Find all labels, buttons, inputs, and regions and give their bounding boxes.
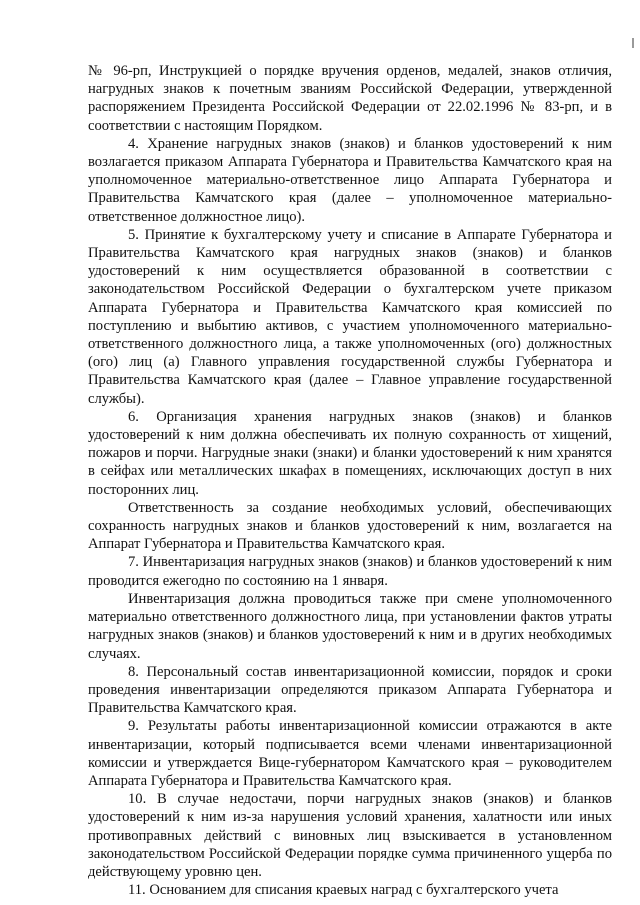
paragraph-inventory-additional: Инвентаризация должна проводиться также при смене уполномоченного материально ответственного должностного лица, при установлении фактов утраты нагрудных знаков (знаков) и бланков удостоверений к ним и в других необходимых случаях.: [88, 590, 612, 662]
paragraph-5-accounting: 5. Принятие к бухгалтерскому учету и списание в Аппарате Губернатора и Правительства Камчатского края нагрудных знаков (знаков) и бланков удостоверений к ним осуществляется образованной в соответствии с законодательством Российской Федерации о бухгалтерском учете приказом Аппарата Губернатора и Правительства Камчатского края комиссией по поступлению и выбытию активов, с участием уполномоченного материально-ответственного должностного лица, а также уполномоченных (ого) должностных (ого) лиц (а) Главного управления государственной службы Губернатора и Правительства Камчатского края (далее – Главное управление государственной службы).: [88, 226, 612, 407]
paragraph-10-shortage: 10. В случае недостачи, порчи нагрудных знаков (знаков) и бланков удостоверений к ним из-за нарушения условий хранения, халатности или иных противоправных действий с виновных лиц взыскивается в установленном законодательством Российской Федерации порядке сумма причиненного ущерба по действующему уровню цен.: [88, 791, 612, 880]
paragraph-responsibility: Ответственность за создание необходимых условий, обеспечивающих сохранность нагрудных знаков и бланков удостоверений к ним, возлагается на Аппарат Губернатора и Правительства Камчатского края.: [88, 499, 612, 553]
document-body: [88, 62, 612, 899]
paragraph-7-inventory: 7. Инвентаризация нагрудных знаков (знаков) и бланков удостоверений к ним проводится ежегодно по состоянию на 1 января.: [88, 554, 612, 589]
paragraph-9-results: 9. Результаты работы инвентаризационной комиссии отражаются в акте инвентаризации, который подписывается всеми членами инвентаризационной комиссии и утверждается Вице-губернатором Камчатского края – руководителем Аппарата Губернатора и Правительства Камчатского края.: [88, 718, 612, 789]
paragraph-8-commission: 8. Персональный состав инвентаризационной комиссии, порядок и сроки проведения инвентаризации определяются приказом Аппарата Губернатора и Правительства Камчатского края.: [88, 663, 612, 717]
paragraph-11-writeoff: 11. Основанием для списания краевых наград с бухгалтерского учета: [128, 882, 559, 899]
paragraph-continuation: № 96-рп, Инструкцией о порядке вручения орденов, медалей, знаков отличия, нагрудных знаков к почетным званиям Российской Федерации, утвержденной распоряжением Президента Российской Федерации от 22.02.1996 № 83-рп, и в соответствии с настоящим Порядком.: [88, 63, 612, 134]
paragraph-4-storage: 4. Хранение нагрудных знаков (знаков) и бланков удостоверений к ним возлагается приказом Аппарата Губернатора и Правительства Камчатского края на уполномоченное материально-ответственное лицо Аппарата Губернатора и Правительства Камчатского края (далее – уполномоченное материально-ответственное должностное лицо).: [88, 135, 612, 225]
scan-edge-mark: [632, 38, 634, 48]
paragraph-6-storage-organization: 6. Организация хранения нагрудных знаков (знаков) и бланков удостоверений к ним должна обеспечивать их полную сохранность от хищений, пожаров и порчи. Нагрудные знаки (знаки) и бланки удостоверений к ним хранятся в сейфах или металлических шкафах в помещениях, исключающих доступ в них посторонних лиц.: [88, 408, 612, 498]
